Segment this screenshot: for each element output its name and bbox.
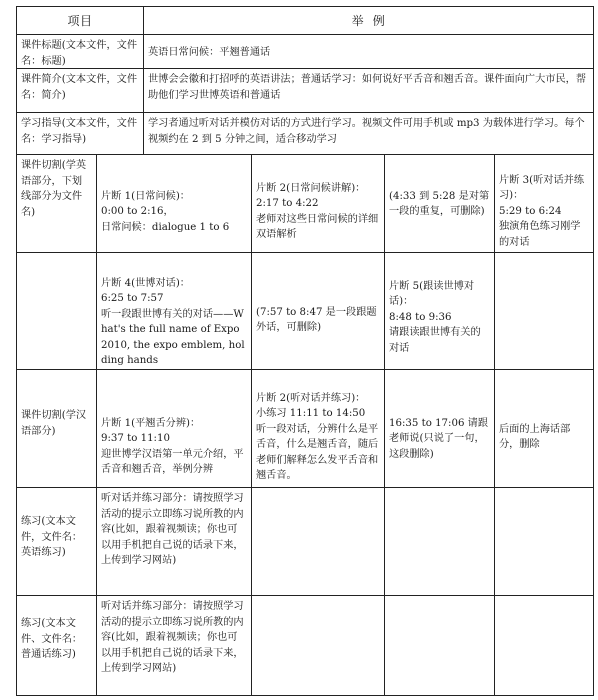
header-example-text: 举 例: [351, 14, 386, 28]
cut-en-row2-cell3: [384, 252, 495, 370]
row-practice-en-content: [96, 487, 252, 596]
row-practice-cn-content-text: 听对话并练习部分：请按照学习活动的提示立即练习说所教的内容(比如，跟着视频读；你也可以用手机把自己说的话录下来，上传到学习网站): [101, 601, 244, 674]
header-item: [16, 6, 144, 35]
cut-en-row1-cell1-text: 片断 1(日常问候)： 0:00 to 2:16， 日常问候：dialogue 1 to 6: [101, 190, 230, 233]
cut-cn-cell1: [96, 369, 252, 488]
cut-en-row2-cell2: [251, 252, 385, 370]
cut-cn-cell2: [251, 369, 385, 488]
row-practice-cn-label: [16, 595, 97, 696]
cut-en-row2-cell4: [494, 252, 594, 370]
row-intro-label: [16, 68, 144, 113]
row-cut-cn-label-text: 课件切割(学汉语部分): [21, 410, 87, 437]
practice-cn-empty-4: [494, 595, 594, 696]
practice-cn-empty-2: [251, 595, 385, 696]
cut-cn-cell1-text: 片断 1(平翘舌分辨)： 9:37 to 11:10 迎世博学汉语第一单元介绍，平舌音和翘舌音，举例分辨: [101, 417, 244, 475]
practice-en-empty-2: [251, 487, 385, 596]
cut-en-row1-cell2: [251, 154, 385, 253]
header-item-text: 项目: [67, 14, 93, 28]
cut-cn-cell2-text: 片断 2(听对话并练习)： 小练习 11:11 to 14:50 听一段对话，分辨什么是平舌音，什么是翘舌音，随后老师们解释怎么发平舌音和翘舌音。: [256, 392, 379, 481]
row-title-label-text: 课件标题(文本文件，文件名：标题): [21, 40, 138, 67]
cut-en-row1-cell4-text: 片断 3(听对话并练习)： 5:29 to 6:24 独演角色练习刚学的对话: [499, 174, 585, 248]
cut-cn-cell3: [384, 369, 495, 488]
cut-cn-cell4-text: 后面的上海话部分，删除: [499, 423, 571, 450]
row-cut-cn-label: [16, 369, 97, 488]
cut-en-row1-cell3-text: (4:33 到 5:28 是对第一段的重复，可删除): [389, 190, 490, 217]
row-intro-content-text: 世博会会徽和打招呼的英语讲法；普通话学习：如何说好平舌音和翘舌音。课件面向广大市民，帮助他们学习世博英语和普通话: [148, 74, 587, 101]
practice-en-empty-4: [494, 487, 594, 596]
row-intro-label-text: 课件简介(文本文件，文件名：简介): [21, 74, 138, 101]
cut-en-row2-cell1: [96, 252, 252, 370]
cut-cn-cell4: [494, 369, 594, 488]
cut-en-row1-cell2-text: 片断 2(日常问候讲解)： 2:17 to 4:22 老师对这些日常问候的详细双语解析: [256, 182, 379, 240]
row-title-content-text: 英语日常问候：平翘普通话: [148, 47, 271, 58]
cut-cn-cell3-text: 16:35 to 17:06 请跟老师说(只说了一句，这段删除): [389, 417, 489, 460]
row-cut-en-label: [16, 154, 97, 253]
cut-en-row2-cell2-text: (7:57 to 8:47 是一段跟题外话，可删除): [256, 306, 377, 333]
row-cut-en-label-text: 课件切割(学英语部分，下划线部分为文件名): [21, 160, 87, 218]
row-practice-en-content-text: 听对话并练习部分：请按照学习活动的提示立即练习说所教的内容(比如，跟着视频读；你也可以用手机把自己说的话录下来，上传到学习网站): [101, 493, 244, 566]
row-guide-label-text: 学习指导(文本文件，文件名：学习指导): [21, 118, 138, 145]
row-practice-cn-content: [96, 595, 252, 696]
cut-en-row1-cell1: [96, 154, 252, 253]
row-practice-en-label: [16, 487, 97, 596]
row-cut-en-label-blank: [16, 252, 97, 370]
cut-en-row2-cell1-text: 片断 4(世博对话)： 6:25 to 7:57 听一段跟世博有关的对话——What's the full name of Expo 2010, the expo emblem, holding hands: [101, 277, 245, 366]
cut-en-row1-cell3: [384, 154, 495, 253]
header-example: [143, 6, 594, 35]
cut-en-row1-cell4: [494, 154, 594, 253]
row-guide-label: [16, 112, 144, 155]
practice-en-empty-3: [384, 487, 495, 596]
cut-en-row2-cell3-text: 片断 5(跟读世博对话)： 8:48 to 9:36 请跟读跟世博有关的对话: [389, 280, 481, 354]
row-practice-cn-label-text: 练习(文本文件、文件名：普通话练习): [21, 618, 83, 660]
row-guide-content-text: 学习者通过听对话并模仿对话的方式进行学习。视频文件可用手机或 mp3 为载体进行学习。每个视频约在 2 到 5 分钟之间，适合移动学习: [148, 118, 585, 145]
row-guide-content: [143, 112, 594, 155]
row-title-content: [143, 34, 594, 69]
row-intro-content: [143, 68, 594, 113]
practice-cn-empty-3: [384, 595, 495, 696]
row-title-label: [16, 34, 144, 69]
row-practice-en-label-text: 练习(文本文件，文件名：英语练习): [21, 516, 83, 558]
